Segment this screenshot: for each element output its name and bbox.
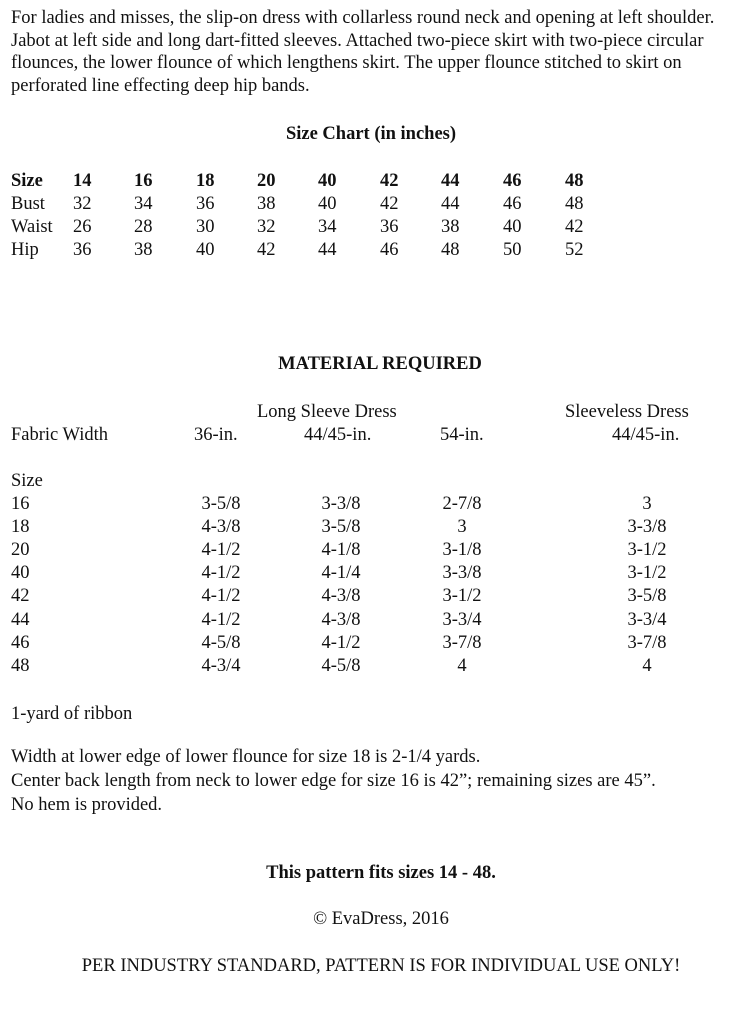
size-chart-cell: 40: [318, 194, 337, 214]
width-44-45-sleeveless: 44/45-in.: [612, 425, 680, 445]
material-yardage-cell: 4-3/8: [201, 517, 241, 537]
material-yardage-cell: 4-1/2: [201, 540, 241, 560]
note-flounce-width: Width at lower edge of lower flounce for size 18 is 2-1/4 yards.: [11, 747, 481, 767]
size-chart-cell: 26: [73, 217, 92, 237]
size-header-label: Size: [11, 171, 43, 191]
material-title: MATERIAL REQUIRED: [278, 354, 482, 374]
size-chart-cell: 36: [196, 194, 215, 214]
copyright: © EvaDress, 2016: [313, 909, 449, 929]
size-chart-cell: 42: [565, 217, 584, 237]
material-yardage-cell: 4: [642, 656, 652, 676]
size-chart-cell: 28: [134, 217, 153, 237]
size-chart-cell: 32: [73, 194, 92, 214]
material-row-size: 42: [11, 586, 30, 606]
width-54: 54-in.: [440, 425, 484, 445]
size-chart-cell: 48: [441, 240, 460, 260]
material-yardage-cell: 3-3/8: [321, 494, 361, 514]
size-chart-cell: 50: [503, 240, 522, 260]
size-chart-cell: 46: [380, 240, 399, 260]
size-chart-cell: 48: [565, 194, 584, 214]
material-yardage-cell: 4-3/4: [201, 656, 241, 676]
size-chart-cell: 34: [318, 217, 337, 237]
material-yardage-cell: 4-1/4: [321, 563, 361, 583]
material-yardage-cell: 3-5/8: [321, 517, 361, 537]
size-chart-cell: 36: [73, 240, 92, 260]
material-yardage-cell: 4-1/8: [321, 540, 361, 560]
material-yardage-cell: 3-3/4: [627, 610, 667, 630]
size-header-cell: 14: [73, 171, 92, 191]
size-header-cell: 18: [196, 171, 215, 191]
size-header-cell: 42: [380, 171, 399, 191]
size-header-cell: 16: [134, 171, 153, 191]
width-44-45-long: 44/45-in.: [304, 425, 372, 445]
material-yardage-cell: 3-1/2: [627, 563, 667, 583]
size-chart-cell: 30: [196, 217, 215, 237]
material-yardage-cell: 3: [457, 517, 467, 537]
fit-statement: This pattern fits sizes 14 - 48.: [266, 863, 496, 883]
notions: 1-yard of ribbon: [11, 704, 133, 724]
size-chart-cell: 40: [503, 217, 522, 237]
material-yardage-cell: 3-1/2: [442, 586, 482, 606]
size-label: Size: [11, 471, 43, 491]
size-chart-cell: 38: [257, 194, 276, 214]
size-chart-cell: 36: [380, 217, 399, 237]
size-chart-cell: 52: [565, 240, 584, 260]
long-sleeve-group-label: Long Sleeve Dress: [257, 402, 397, 422]
material-yardage-cell: 4-1/2: [201, 563, 241, 583]
material-yardage-cell: 4-3/8: [321, 586, 361, 606]
size-chart-cell: 34: [134, 194, 153, 214]
material-yardage-cell: 4: [457, 656, 467, 676]
fabric-width-label: Fabric Width: [11, 425, 109, 445]
size-chart-cell: 44: [318, 240, 337, 260]
size-header-cell: 40: [318, 171, 337, 191]
size-chart-row-label: Waist: [11, 217, 53, 237]
material-yardage-cell: 3-3/8: [627, 517, 667, 537]
material-yardage-cell: 3-3/4: [442, 610, 482, 630]
size-header-cell: 44: [441, 171, 460, 191]
material-yardage-cell: 3-3/8: [442, 563, 482, 583]
size-chart-title: Size Chart (in inches): [285, 124, 457, 144]
disclaimer: PER INDUSTRY STANDARD, PATTERN IS FOR INDIVIDUAL USE ONLY!: [81, 956, 681, 976]
size-chart-cell: 32: [257, 217, 276, 237]
material-row-size: 40: [11, 563, 30, 583]
material-row-size: 46: [11, 633, 30, 653]
size-header-cell: 20: [257, 171, 276, 191]
material-row-size: 20: [11, 540, 30, 560]
material-row-size: 16: [11, 494, 30, 514]
material-yardage-cell: 4-5/8: [201, 633, 241, 653]
material-row-size: 18: [11, 517, 30, 537]
size-chart-cell: 46: [503, 194, 522, 214]
material-yardage-cell: 4-1/2: [321, 633, 361, 653]
material-yardage-cell: 2-7/8: [442, 494, 482, 514]
size-chart-cell: 42: [257, 240, 276, 260]
width-36: 36-in.: [194, 425, 238, 445]
material-yardage-cell: 3-5/8: [627, 586, 667, 606]
note-hem: No hem is provided.: [11, 795, 163, 815]
size-chart-row-label: Hip: [11, 240, 39, 260]
size-chart-row-label: Bust: [11, 194, 45, 214]
size-chart-cell: 38: [441, 217, 460, 237]
material-yardage-cell: 4-5/8: [321, 656, 361, 676]
sleeveless-group-label: Sleeveless Dress: [565, 402, 689, 422]
material-yardage-cell: 3-5/8: [201, 494, 241, 514]
size-chart-cell: 40: [196, 240, 215, 260]
material-yardage-cell: 3: [642, 494, 652, 514]
material-yardage-cell: 3-1/8: [442, 540, 482, 560]
material-yardage-cell: 3-1/2: [627, 540, 667, 560]
material-row-size: 44: [11, 610, 30, 630]
material-yardage-cell: 4-1/2: [201, 610, 241, 630]
material-yardage-cell: 3-7/8: [442, 633, 482, 653]
material-yardage-cell: 3-7/8: [627, 633, 667, 653]
size-chart-cell: 38: [134, 240, 153, 260]
material-row-size: 48: [11, 656, 30, 676]
size-header-cell: 48: [565, 171, 584, 191]
note-center-back-length: Center back length from neck to lower edge for size 16 is 42”; remaining sizes are 45”.: [11, 771, 656, 791]
material-yardage-cell: 4-1/2: [201, 586, 241, 606]
size-header-cell: 46: [503, 171, 522, 191]
size-chart-cell: 42: [380, 194, 399, 214]
intro-paragraph: For ladies and misses, the slip-on dress with collarless round neck and opening at left shoulder. Jabot at left side and long dart-fitted sleeves. Attached two-piece skirt with two-piece circular flounces, the lower flounce of which lengthens skirt. The upper flounce stitched to skirt on perforated line effecting deep hip bands.: [11, 8, 715, 96]
material-yardage-cell: 4-3/8: [321, 610, 361, 630]
size-chart-cell: 44: [441, 194, 460, 214]
